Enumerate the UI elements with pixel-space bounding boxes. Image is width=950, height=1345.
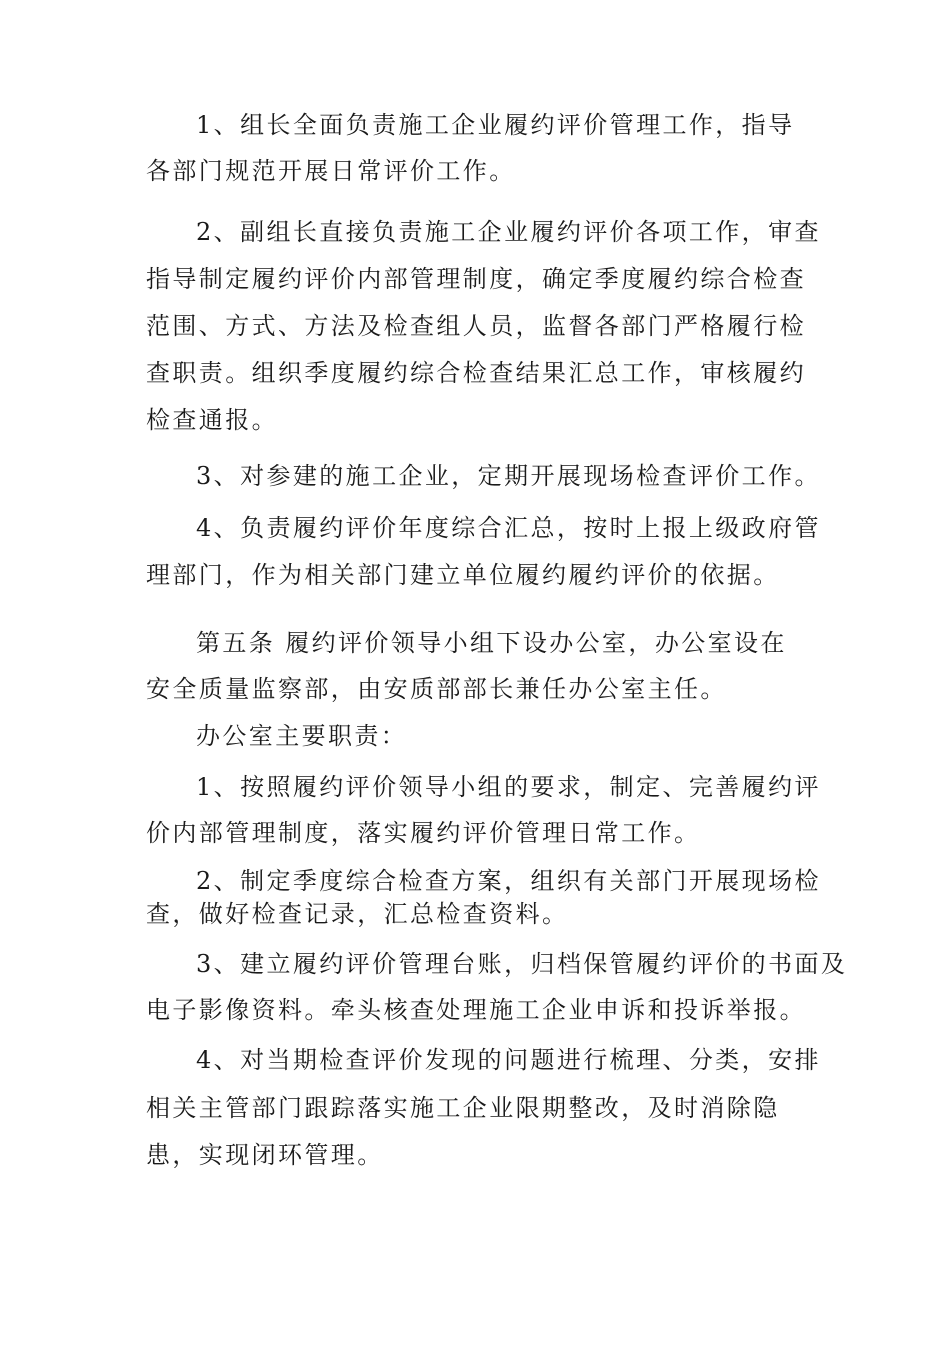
text-line: 理部门，作为相关部门建立单位履约履约评价的依据。 xyxy=(146,561,780,589)
text-line: 患，实现闭环管理。 xyxy=(146,1141,384,1169)
text-line: 4、负责履约评价年度综合汇总，按时上报上级政府管 xyxy=(196,514,821,542)
text-line: 相关主管部门跟踪落实施工企业限期整改，及时消除隐 xyxy=(146,1094,780,1122)
text-line: 指导制定履约评价内部管理制度，确定季度履约综合检查 xyxy=(146,265,806,293)
text-line: 4、对当期检查评价发现的问题进行梳理、分类，安排 xyxy=(196,1046,821,1074)
text-line: 办公室主要职责： xyxy=(196,722,408,750)
text-line: 各部门规范开展日常评价工作。 xyxy=(146,157,516,185)
text-line: 第五条 履约评价领导小组下设办公室，办公室设在 xyxy=(196,629,787,657)
text-line: 3、对参建的施工企业，定期开展现场检查评价工作。 xyxy=(196,462,821,490)
text-line: 范围、方式、方法及检查组人员，监督各部门严格履行检 xyxy=(146,312,806,340)
text-line: 检查通报。 xyxy=(146,406,278,434)
text-line: 1、按照履约评价领导小组的要求，制定、完善履约评 xyxy=(196,773,821,801)
text-line: 3、建立履约评价管理台账，归档保管履约评价的书面及 xyxy=(196,950,848,978)
text-line: 2、制定季度综合检查方案，组织有关部门开展现场检 xyxy=(196,867,821,895)
text-line: 2、副组长直接负责施工企业履约评价各项工作，审查 xyxy=(196,218,821,246)
text-line: 价内部管理制度，落实履约评价管理日常工作。 xyxy=(146,819,701,847)
text-line: 查，做好检查记录，汇总检查资料。 xyxy=(146,900,569,928)
text-line: 查职责。组织季度履约综合检查结果汇总工作，审核履约 xyxy=(146,359,806,387)
text-line: 安全质量监察部，由安质部部长兼任办公室主任。 xyxy=(146,675,727,703)
text-line: 电子影像资料。牵头核查处理施工企业申诉和投诉举报。 xyxy=(146,996,806,1024)
text-line: 1、组长全面负责施工企业履约评价管理工作，指导 xyxy=(196,111,795,139)
